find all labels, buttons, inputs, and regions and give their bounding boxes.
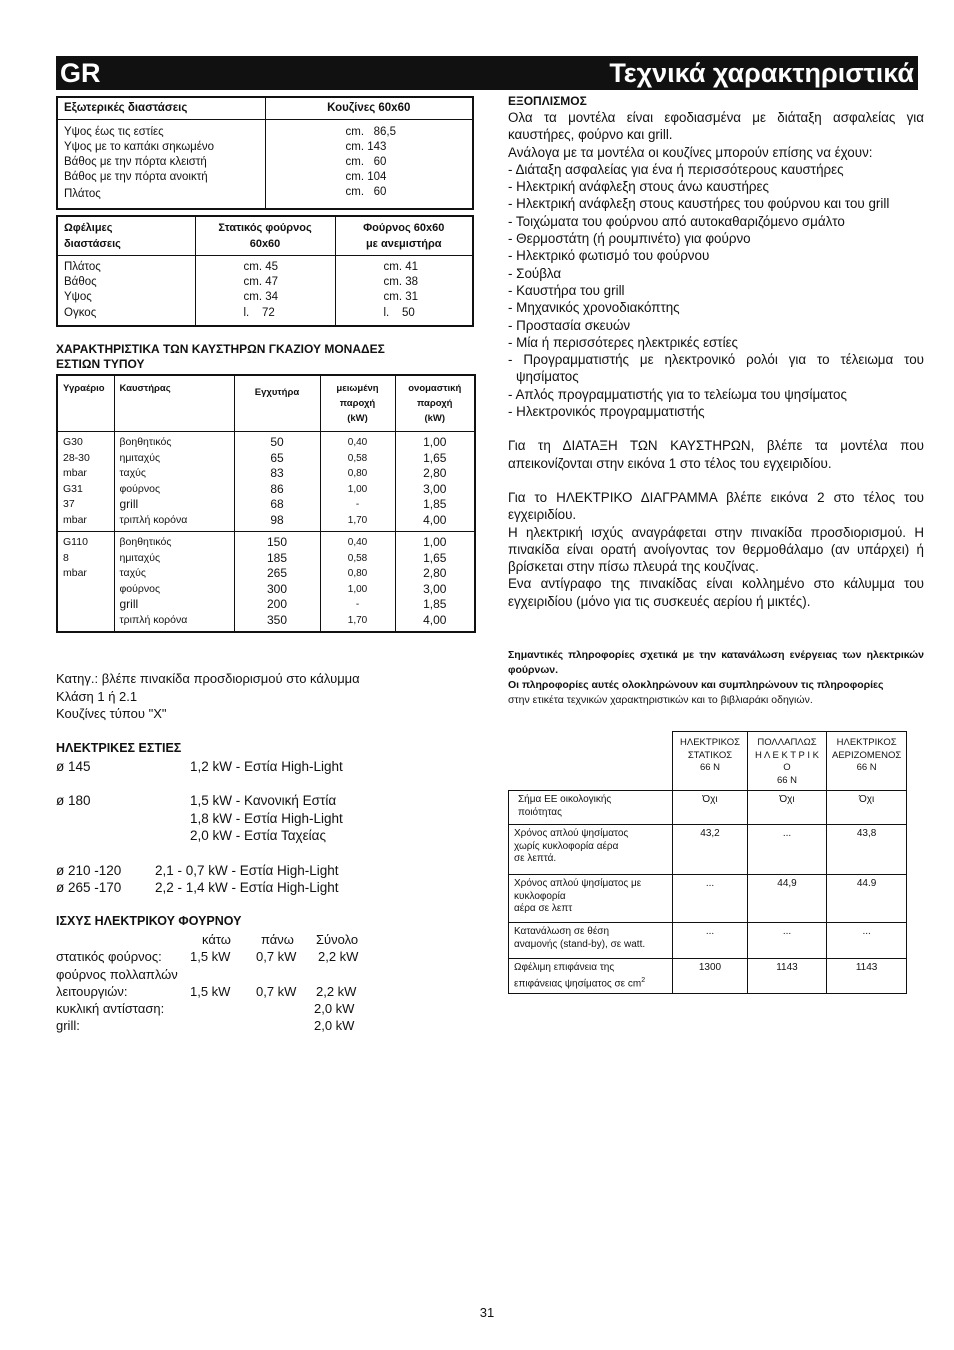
reduced-value: - — [355, 499, 360, 510]
burner-name: ημιταχύς — [119, 451, 161, 464]
equipment-item: - Απλός προγραμματιστής για το τελείωμα του ψησίματος — [508, 386, 847, 402]
energy-info-note — [508, 648, 924, 708]
dim-value: cm. 104 — [345, 171, 387, 184]
header-line: παροχή — [417, 398, 453, 409]
gas-line: G31 — [63, 482, 83, 495]
equipment-item: - Ηλεκτρικό φωτισμό του φούρνου — [508, 248, 710, 264]
header-line: 66 N — [776, 774, 798, 786]
oven-power-title: ΙΣΧΥΣ ΗΛΕΚΤΡΙΚΟΥ ΦΟΥΡΝΟΥ — [56, 914, 242, 928]
gas-line: mbar — [63, 467, 87, 479]
hob-rating: 2,0 kW - Εστία Ταχείας — [190, 828, 326, 843]
burner-name: φούρνος — [119, 482, 161, 495]
gas-line: G30 — [63, 436, 83, 448]
equipment-item: - Τοιχώματα του φούρνου από αυτοκαθαριζόμενο σμάλτο — [508, 213, 845, 229]
electric-hobs-title: ΗΛΕΚΤΡΙΚΕΣ ΕΣΤΙΕΣ — [56, 741, 182, 755]
cell: ... — [673, 875, 748, 923]
oven-value: 2,0 kW — [314, 1018, 355, 1033]
equipment-intro: Ανάλογα με τα μοντέλα οι κουζίνες μπορούν επίσης να έχουν: — [508, 144, 873, 160]
burner-name: grill — [119, 497, 139, 511]
burner-name: τριπλή κορόνα — [119, 613, 188, 626]
useful-value: cm. 41 — [383, 261, 419, 273]
header-line: (kW) — [347, 413, 368, 424]
burner-name: βοηθητικός — [119, 536, 172, 548]
oven-label: στατικός φούρνος: — [56, 949, 162, 964]
header-line: μειωμένη — [336, 383, 379, 394]
table-header — [57, 216, 195, 256]
useful-label: Βάθος — [64, 276, 97, 289]
equipment-item: - Ηλεκτρική ανάφλεξη στους άνω καυστήρες — [508, 179, 769, 195]
injector-value: 200 — [266, 597, 288, 611]
header-line: (kW) — [424, 413, 446, 424]
header-line: παροχή — [339, 398, 376, 409]
useful-label: Ογκος — [64, 306, 97, 319]
equipment-title: ΕΞΟΠΛΙΣΜΟΣ — [508, 94, 587, 108]
oven-label: κυκλική αντίσταση: — [56, 1001, 165, 1016]
row-label — [509, 791, 673, 825]
reduced-value: 0,58 — [347, 552, 368, 564]
gas-line: mbar — [63, 567, 87, 579]
useful-dimensions-table — [56, 215, 474, 327]
row-label — [509, 959, 673, 994]
energy-table — [508, 731, 907, 994]
burner-name: φούρνος — [119, 582, 161, 595]
rating-plate-paragraph: Ενα αντίγραφο της πινακίδας είναι κολλημένο στο κάλυμμα του εγχειριδίου (μόνο για τις συσκευές αερίου ή μικτές). — [508, 576, 924, 609]
equipment-item: - Μία ή περισσότερες ηλεκτρικές εστίες — [508, 334, 738, 350]
cell: 44.9 — [827, 875, 907, 923]
nominal-value: 1,65 — [423, 550, 447, 565]
category-line: Κλάση 1 ή 2.1 — [56, 688, 138, 704]
table-row — [509, 923, 907, 959]
gas-line: 28-30 — [63, 451, 90, 464]
reduced-cell — [320, 532, 395, 633]
injector-value: 68 — [270, 497, 284, 511]
burner-name: ταχύς — [119, 467, 146, 479]
useful-value: cm. 34 — [243, 291, 279, 304]
oven-value: 2,2 kW — [316, 984, 357, 999]
table-header: Εγχυτήρα — [234, 375, 320, 432]
cell: 1300 — [673, 959, 748, 994]
power-paragraph: Η ηλεκτρική ισχύς αναγράφεται στην πινακίδα προσδιορισμού. Η πινακίδα είναι ορατή ανοίγοντας τον θερμοθάλαμο (αν υπάρχει) ή βρίσκεται στην πίσω πλευρά της κουζίνας. — [508, 524, 924, 575]
table-row — [509, 825, 907, 875]
label-line: Κατανάλωση σε θέση — [514, 926, 610, 937]
label-text: επιφάνειας ψησίματος σε cm — [514, 977, 642, 989]
label-line: Χρόνος απλού ψησίματος — [514, 828, 629, 839]
injector-value: 86 — [270, 481, 284, 496]
nominal-value: 1,00 — [423, 535, 447, 549]
oven-label: grill: — [56, 1018, 80, 1033]
row-label — [509, 825, 673, 875]
header-line: ονομαστική — [408, 383, 462, 394]
dim-label: Πλάτος — [64, 188, 101, 201]
equipment-item: - Ηλεκτρονικός προγραμματιστής — [508, 404, 705, 420]
dim-label: Βάθος με την πόρτα ανοικτή — [64, 171, 208, 184]
note-line: Σημαντικές πληροφορίες σχετικά με την κατανάλωση ενέργειας των ηλεκτρικών φούρνων. — [508, 649, 924, 676]
hob-diameter: ø 210 -120 — [56, 863, 122, 878]
dimension-labels — [57, 119, 265, 209]
label-line: σε λεπτά. — [514, 853, 557, 864]
burner-name: τριπλή κορόνα — [119, 513, 188, 526]
dim-label: Βάθος με την πόρτα κλειστή — [64, 155, 207, 168]
table-header — [335, 216, 473, 256]
burner-name: βοηθητικός — [119, 436, 172, 448]
hob-rating: 2,1 - 0,7 kW - Εστία High-Light — [155, 863, 339, 878]
injector-cell — [234, 532, 320, 633]
cell: ... — [748, 923, 827, 959]
nominal-value: 1,85 — [423, 597, 447, 611]
header-line: Στατικός φούρνος — [218, 222, 312, 234]
hob-diameter: ø 180 — [56, 793, 91, 808]
reduced-value: 1,70 — [347, 514, 368, 526]
table-row — [509, 959, 907, 994]
header-line: με ανεμιστήρα — [365, 238, 442, 250]
hob-rating: 1,5 kW - Κανονική Εστία — [190, 793, 337, 808]
cell: 44,9 — [748, 875, 827, 923]
nominal-value: 3,00 — [423, 581, 447, 596]
nominal-value: 1,85 — [423, 497, 447, 511]
injector-value: 83 — [270, 466, 284, 480]
equipment-item: - Προγραμματιστής με ηλεκτρονικό ρολόι για το τέλειωμα του ψησίματος — [508, 352, 924, 385]
burner-cell — [114, 432, 234, 532]
equipment-item: - Σούβλα — [508, 265, 562, 281]
reduced-value: 0,80 — [347, 568, 368, 579]
table-row — [509, 791, 907, 825]
injector-value: 150 — [266, 535, 288, 549]
wiring-diagram-paragraph: Για το ΗΛΕΚΤΡΙΚΟ ΔΙΑΓΡΑΜΜΑ βλέπε εικόνα 2 στο τέλος του εγχειριδίου. — [508, 489, 924, 523]
hob-rating: 1,8 kW - Εστία High-Light — [190, 811, 343, 826]
oven-value: 2,0 kW — [314, 1001, 355, 1016]
table-header: Καυστήρας — [114, 375, 234, 432]
header-line: ΠΟΛΛΑΠΛΩΣ — [757, 737, 817, 748]
header-bar — [56, 56, 918, 90]
row-label — [509, 923, 673, 959]
nominal-value: 4,00 — [423, 512, 447, 527]
title-line: ΧΑΡΑΚΤΗΡΙΣΤΙΚΑ ΤΩΝ ΚΑΥΣΤΗΡΩΝ ΓΚΑΖΙΟΥ ΜΟΝΑΔΕΣ — [56, 342, 385, 356]
injector-value: 185 — [266, 550, 288, 565]
equipment-item: - Μηχανικός χρονοδιακόπτης — [508, 300, 680, 316]
injector-value: 265 — [266, 566, 288, 580]
equipment-item: - Ηλεκτρική ανάφλεξη στους καυστήρες του φούρνου και του grill — [508, 196, 890, 212]
nominal-value: 2,80 — [423, 466, 447, 480]
useful-static-values — [195, 256, 335, 326]
col-header-up: πάνω — [261, 932, 294, 947]
hob-diameter: ø 145 — [56, 759, 91, 774]
hob-rating: 1,2 kW - Εστία High-Light — [190, 759, 343, 774]
label-line: ποιότητας — [518, 806, 562, 818]
reduced-value: 1,00 — [347, 483, 368, 495]
table-header — [673, 732, 748, 791]
note-line: Οι πληροφορίες αυτές ολοκληρώνουν και συμπληρώνουν τις πληροφορίες — [508, 679, 884, 691]
burner-name: grill — [119, 597, 139, 611]
cell: Όχι — [827, 791, 907, 825]
useful-value: cm. 47 — [243, 276, 279, 289]
table-header: Κουζίνες 60x60 — [265, 97, 473, 119]
oven-value: 1,5 kW — [190, 984, 231, 999]
label-line: αέρα σε λεπτ — [514, 903, 573, 914]
empty-cell — [509, 732, 673, 791]
note-line: στην ετικέτα τεχνικών χαρακτηριστικών και το βιβλιαράκι οδηγιών. — [508, 694, 813, 706]
cell: ... — [673, 923, 748, 959]
table-header — [395, 375, 475, 432]
cell: 1143 — [827, 959, 907, 994]
label-line: Ωφέλιμη επιφάνεια της — [514, 962, 615, 973]
useful-value: l. 72 — [243, 306, 275, 319]
burner-layout-paragraph: Για τη ΔΙΑΤΑΞΗ ΤΩΝ ΚΑΥΣΤΗΡΩΝ, βλέπε τα μοντέλα που απεικονίζονται στην εικόνα 1 στο τέλος του εγχειριδίου. — [508, 438, 924, 471]
dim-value: cm. 143 — [345, 140, 387, 153]
superscript: 2 — [641, 976, 646, 984]
injector-value: 300 — [266, 581, 288, 596]
useful-value: cm. 45 — [243, 261, 279, 273]
burner-name: ταχύς — [119, 567, 146, 579]
header-line: 60x60 — [249, 238, 281, 250]
table-header: Εξωτερικές διαστάσεις — [57, 97, 265, 119]
equipment-intro: Ολα τα μοντέλα είναι εφοδιασμένα με διάταξη ασφαλείας για καυστήρες, φούρνο και grill. — [508, 110, 924, 143]
useful-label: Πλάτος — [64, 261, 101, 273]
equipment-item: - Προστασία σκευών — [508, 317, 631, 333]
table-header — [827, 732, 907, 791]
header-line: διαστάσεις — [64, 238, 121, 250]
title-line: ΕΣΤΙΩΝ ΤΥΠΟΥ — [56, 357, 145, 371]
label-line: αναμονής (stand-by), σε watt. — [514, 938, 646, 950]
oven-label: λειτουργιών: — [56, 984, 128, 999]
oven-value: 0,7 kW — [256, 949, 297, 964]
reduced-value: 0,40 — [347, 437, 368, 448]
header-line: Ωφέλιμες — [64, 222, 113, 234]
useful-value: cm. 31 — [383, 291, 419, 304]
equipment-item: - Θερμοστάτη (ή ρουμπινέτο) για φούρνο — [508, 231, 751, 247]
page-title: Τεχνικά χαρακτηριστικά — [609, 58, 914, 88]
cell: Όχι — [748, 791, 827, 825]
col-header-low: κάτω — [202, 932, 231, 947]
dimension-values — [265, 119, 473, 209]
reduced-value: 0,58 — [347, 452, 368, 464]
page-number: 31 — [479, 1305, 495, 1320]
reduced-value: 1,70 — [347, 614, 368, 626]
cell: 43,8 — [827, 825, 907, 875]
gas-line: mbar — [63, 513, 87, 526]
useful-labels — [57, 256, 195, 326]
nominal-cell — [395, 532, 475, 633]
reduced-value: 1,00 — [347, 583, 368, 595]
injector-value: 50 — [270, 435, 284, 449]
cell: ... — [827, 923, 907, 959]
nominal-value: 1,00 — [423, 435, 447, 449]
dim-label: Υψος με το καπάκι σηκωμένο — [64, 140, 215, 153]
hob-rating: 2,2 - 1,4 kW - Εστία High-Light — [155, 880, 339, 895]
nominal-value: 3,00 — [423, 481, 447, 496]
burner-name: ημιταχύς — [119, 551, 161, 564]
gas-line: G110 — [63, 536, 88, 548]
external-dimensions-table — [56, 96, 474, 210]
table-row — [509, 875, 907, 923]
category-line: Κουζίνες τύπου "X" — [56, 706, 167, 721]
equipment-section — [508, 109, 924, 610]
header-line: 66 N — [699, 762, 721, 773]
header-line: Η Λ Ε Κ Τ Ρ Ι Κ Ο — [755, 749, 819, 773]
label-line — [514, 975, 667, 991]
injector-cell — [234, 432, 320, 532]
gas-line: 8 — [63, 551, 69, 564]
injector-value: 98 — [270, 512, 284, 527]
gas-type-cell — [57, 432, 114, 532]
gas-burner-title — [56, 342, 476, 372]
header-line: ΑΕΡΙΖΟΜΕΝΟΣ — [832, 749, 902, 761]
reduced-value: 0,40 — [347, 537, 368, 548]
dim-value: cm. 60 — [345, 155, 387, 168]
col-header-total: Σύνολο — [316, 932, 359, 947]
useful-value: l. 50 — [383, 306, 415, 319]
useful-label: Υψος — [64, 291, 92, 304]
burner-cell — [114, 532, 234, 633]
useful-fan-values — [335, 256, 473, 326]
row-label — [509, 875, 673, 923]
table-header: Υγραέριο — [57, 375, 114, 432]
label-line: Χρόνος απλού ψησίματος με — [514, 878, 642, 889]
header-line: ΗΛΕΚΤΡΙΚΟΣ — [680, 737, 740, 748]
header-line: 66 N — [856, 762, 877, 773]
cell: 1143 — [748, 959, 827, 994]
country-code: GR — [60, 58, 101, 88]
header-line: Φούρνος 60x60 — [363, 222, 445, 234]
label-line: Σήμα ΕΕ οικολογικής — [518, 794, 612, 805]
dim-value: cm. 60 — [345, 186, 387, 199]
nominal-value: 4,00 — [423, 612, 447, 627]
gas-burner-table — [56, 374, 476, 633]
oven-value: 1,5 kW — [190, 949, 231, 964]
nominal-cell — [395, 432, 475, 532]
nominal-value: 1,65 — [423, 450, 447, 465]
category-line: Κατηγ.: βλέπε πινακίδα προσδιορισμού στο κάλυμμα — [56, 671, 360, 686]
injector-value: 65 — [270, 450, 284, 465]
label-line: κυκλοφορία — [514, 890, 566, 902]
equipment-item: - Καυστήρα του grill — [508, 282, 625, 298]
table-header — [195, 216, 335, 256]
dim-value: cm. 86,5 — [345, 125, 396, 138]
cell: Όχι — [673, 791, 748, 825]
equipment-item: - Διάταξη ασφαλείας για ένα ή περισσότερους καυστήρες — [508, 161, 844, 177]
hob-diameter: ø 265 -170 — [56, 880, 122, 895]
gas-type-cell — [57, 532, 114, 633]
useful-value: cm. 38 — [383, 276, 419, 289]
nominal-value: 2,80 — [423, 566, 447, 580]
category-block — [56, 670, 360, 723]
oven-label: φούρνος πολλαπλών — [56, 967, 178, 982]
reduced-value: - — [355, 599, 360, 610]
dim-label: Υψος έως τις εστίες — [64, 125, 164, 138]
header-line: ΗΛΕΚΤΡΙΚΟΣ — [836, 737, 897, 748]
gas-line: 37 — [63, 498, 75, 510]
label-line: χωρίς κυκλοφορία αέρα — [514, 840, 619, 852]
table-header — [320, 375, 395, 432]
cell: 43,2 — [673, 825, 748, 875]
cell: ... — [748, 825, 827, 875]
oven-value: 0,7 kW — [256, 984, 297, 999]
header-line: ΣΤΑΤΙΚΟΣ — [687, 749, 733, 761]
oven-value: 2,2 kW — [318, 949, 359, 964]
reduced-value: 0,80 — [347, 468, 368, 479]
table-header — [748, 732, 827, 791]
injector-value: 350 — [266, 612, 288, 627]
reduced-cell — [320, 432, 395, 532]
